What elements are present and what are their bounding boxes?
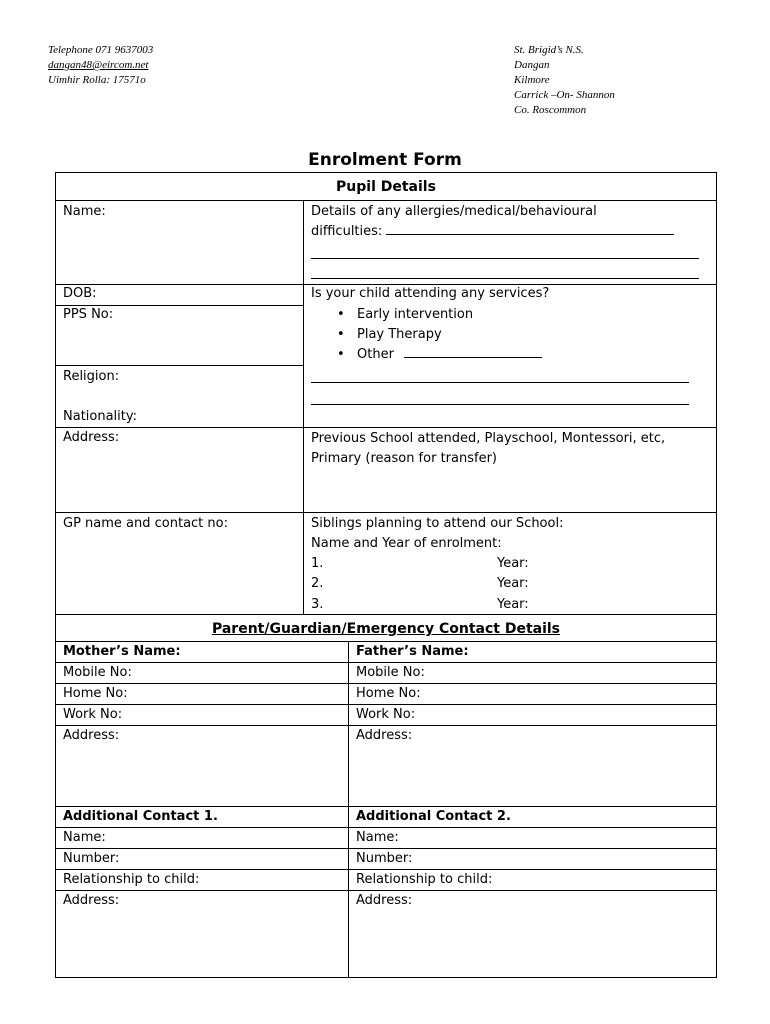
dob-field[interactable]: DOB: (63, 286, 97, 301)
siblings-label: Siblings planning to attend our School: (311, 516, 564, 531)
previous-school-label: Previous School attended, Playschool, Montessori, etc, (311, 431, 666, 446)
mother-name-field[interactable]: Mother’s Name: (63, 644, 181, 659)
contact1-number-field[interactable]: Number: (63, 851, 120, 866)
pps-field[interactable]: PPS No: (63, 307, 114, 322)
form-title: Enrolment Form (308, 150, 462, 170)
services-question: Is your child attending any services? (311, 286, 550, 301)
email-link[interactable]: dangan48@eircom.net (48, 59, 149, 71)
school-contact-info (48, 43, 153, 88)
contact1-heading: Additional Contact 1. (63, 809, 218, 824)
religion-field[interactable]: Religion: (63, 369, 120, 384)
address-line: Kilmore (514, 74, 550, 86)
allergies-input-line[interactable] (311, 258, 699, 259)
sibling-year[interactable]: Year: (497, 556, 529, 571)
father-name-field[interactable]: Father’s Name: (356, 644, 469, 659)
roll-number: Uimhir Rolla: 17571o (48, 74, 146, 86)
father-address-field[interactable]: Address: (356, 728, 413, 743)
allergies-line (311, 222, 674, 242)
allergies-input-line[interactable] (311, 278, 699, 279)
contact2-number-field[interactable]: Number: (356, 851, 413, 866)
sibling-number[interactable]: 2. (311, 576, 324, 591)
address-line: Dangan (514, 59, 550, 71)
parent-details-heading: Parent/Guardian/Emergency Contact Details (211, 621, 561, 637)
allergies-label: Details of any allergies/medical/behavioural (311, 204, 597, 219)
service-other[interactable] (357, 345, 542, 365)
address-field[interactable]: Address: (63, 430, 120, 445)
sibling-number[interactable]: 3. (311, 597, 324, 612)
nationality-field[interactable]: Nationality: (63, 409, 138, 424)
service-early-intervention[interactable]: • Early intervention (357, 305, 473, 325)
contact1-address-field[interactable]: Address: (63, 893, 120, 908)
mother-home-field[interactable]: Home No: (63, 686, 128, 701)
services-input-line[interactable] (311, 404, 689, 405)
siblings-label-2: Name and Year of enrolment: (311, 536, 502, 551)
sibling-year[interactable]: Year: (497, 597, 529, 612)
father-work-field[interactable]: Work No: (356, 707, 416, 722)
father-mobile-field[interactable]: Mobile No: (356, 665, 425, 680)
gp-field[interactable]: GP name and contact no: (63, 516, 228, 531)
telephone: Telephone 071 9637003 (48, 44, 154, 56)
contact2-address-field[interactable]: Address: (356, 893, 413, 908)
contact1-relationship-field[interactable]: Relationship to child: (63, 872, 200, 887)
address-line: Co. Roscommon (514, 104, 587, 116)
pupil-details-heading: Pupil Details (336, 179, 436, 195)
mother-address-field[interactable]: Address: (63, 728, 120, 743)
previous-school-label-2: Primary (reason for transfer) (311, 451, 497, 466)
allergies-input[interactable] (386, 222, 674, 235)
contact2-name-field[interactable]: Name: (356, 830, 399, 845)
sibling-year[interactable]: Year: (497, 576, 529, 591)
contact1-name-field[interactable]: Name: (63, 830, 106, 845)
father-home-field[interactable]: Home No: (356, 686, 421, 701)
sibling-number[interactable]: 1. (311, 556, 324, 571)
address-line: Carrick –On- Shannon (514, 89, 615, 101)
name-field[interactable]: Name: (63, 204, 106, 219)
mother-work-field[interactable]: Work No: (63, 707, 123, 722)
contact2-relationship-field[interactable]: Relationship to child: (356, 872, 493, 887)
contact2-heading: Additional Contact 2. (356, 809, 511, 824)
services-input-line[interactable] (311, 382, 689, 383)
school-address (514, 43, 615, 118)
address-line: St. Brigid’s N.S. (514, 44, 584, 56)
allergies-label-2: difficulties: (311, 224, 383, 239)
service-play-therapy[interactable]: • Play Therapy (357, 325, 442, 345)
service-other-input[interactable] (404, 345, 542, 358)
mother-mobile-field[interactable]: Mobile No: (63, 665, 132, 680)
service-other-label: Other (357, 347, 394, 362)
